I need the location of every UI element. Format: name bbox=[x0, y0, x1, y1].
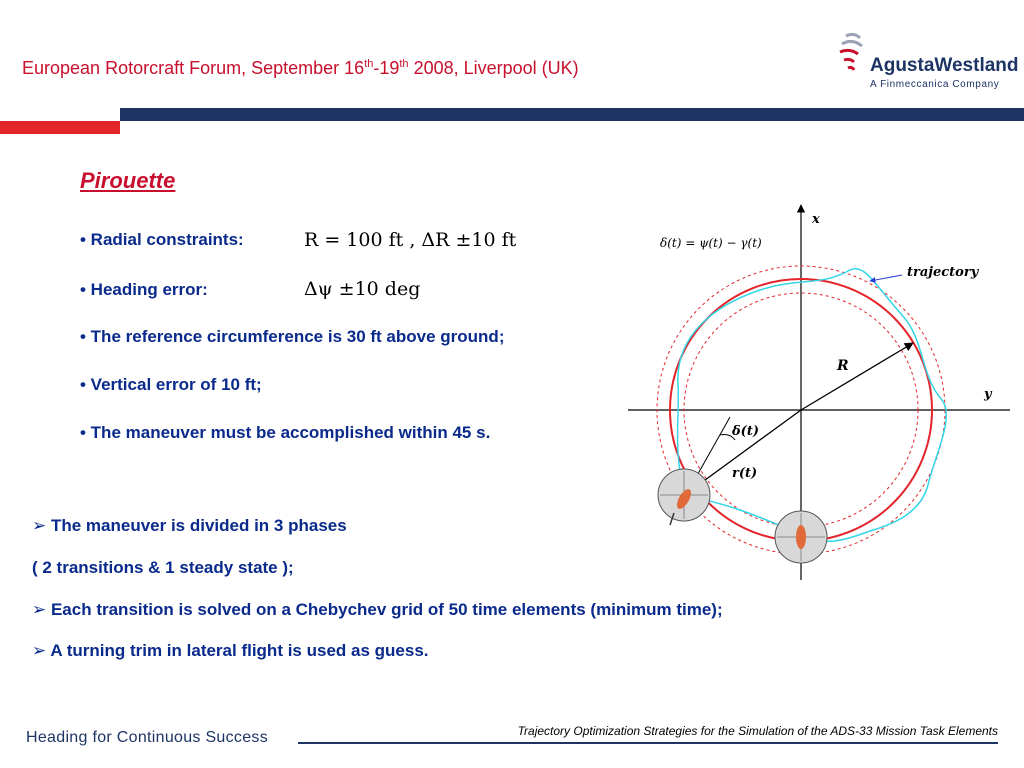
equation-heading: Δψ ±10 deg bbox=[304, 278, 421, 300]
note-trim: ➢ A turning trim in lateral flight is used as guess. bbox=[32, 641, 429, 660]
delta-label: δ(t) bbox=[732, 424, 759, 439]
bullet-heading-error: • Heading error: bbox=[80, 280, 208, 299]
header-red-bar bbox=[0, 121, 120, 134]
conference-title-mid: -19 bbox=[373, 58, 400, 78]
sup-th-2: th bbox=[399, 58, 409, 70]
pirouette-diagram bbox=[620, 195, 1020, 595]
bullet-radial-constraints: • Radial constraints: bbox=[80, 230, 244, 249]
trajectory-pointer bbox=[870, 275, 902, 281]
equation-radial: R = 100 ft , ΔR ±10 ft bbox=[304, 229, 517, 251]
rotorcraft-icon bbox=[658, 469, 710, 525]
x-axis-label: x bbox=[812, 212, 820, 227]
conference-title-post: 2008, Liverpool (UK) bbox=[408, 58, 579, 78]
header-navy-bar bbox=[120, 108, 1024, 121]
r-label: r(t) bbox=[732, 466, 758, 481]
logo-subtitle: A Finmeccanica Company bbox=[870, 79, 1000, 90]
bullet-vertical-error: • Vertical error of 10 ft; bbox=[80, 375, 262, 394]
footer-paper-title: Trajectory Optimization Strategies for the Simulation of the ADS-33 Mission Task Elements bbox=[517, 724, 998, 738]
y-axis-label: y bbox=[984, 387, 992, 402]
trajectory-label: trajectory bbox=[907, 265, 979, 280]
radius-vector bbox=[801, 343, 913, 410]
bullet-time-limit: • The maneuver must be accomplished within 45 s. bbox=[80, 423, 491, 442]
note-transitions: ( 2 transitions & 1 steady state ); bbox=[32, 558, 294, 577]
section-title: Pirouette bbox=[80, 168, 176, 193]
rotorcraft-icon bbox=[775, 511, 827, 563]
trajectory-curve bbox=[678, 269, 947, 542]
company-logo bbox=[836, 30, 1019, 94]
footer-slogan: Heading for Continuous Success bbox=[26, 729, 269, 746]
delta-equation-label: δ(t) = ψ(t) − γ(t) bbox=[660, 236, 762, 250]
logo-swirl-icon bbox=[836, 30, 870, 80]
logo-name: AgustaWestland bbox=[870, 55, 1019, 76]
conference-title bbox=[22, 58, 579, 79]
footer-rule bbox=[298, 742, 998, 744]
conference-title-pre: European Rotorcraft Forum, September 16 bbox=[22, 58, 365, 78]
bullet-reference-circumference: • The reference circumference is 30 ft above ground; bbox=[80, 327, 505, 346]
radius-label: R bbox=[837, 358, 849, 374]
note-chebychev: ➢ Each transition is solved on a Chebychev grid of 50 time elements (minimum time); bbox=[32, 600, 723, 619]
sup-th-1: th bbox=[364, 58, 374, 70]
note-phases: ➢ The maneuver is divided in 3 phases bbox=[32, 516, 347, 535]
